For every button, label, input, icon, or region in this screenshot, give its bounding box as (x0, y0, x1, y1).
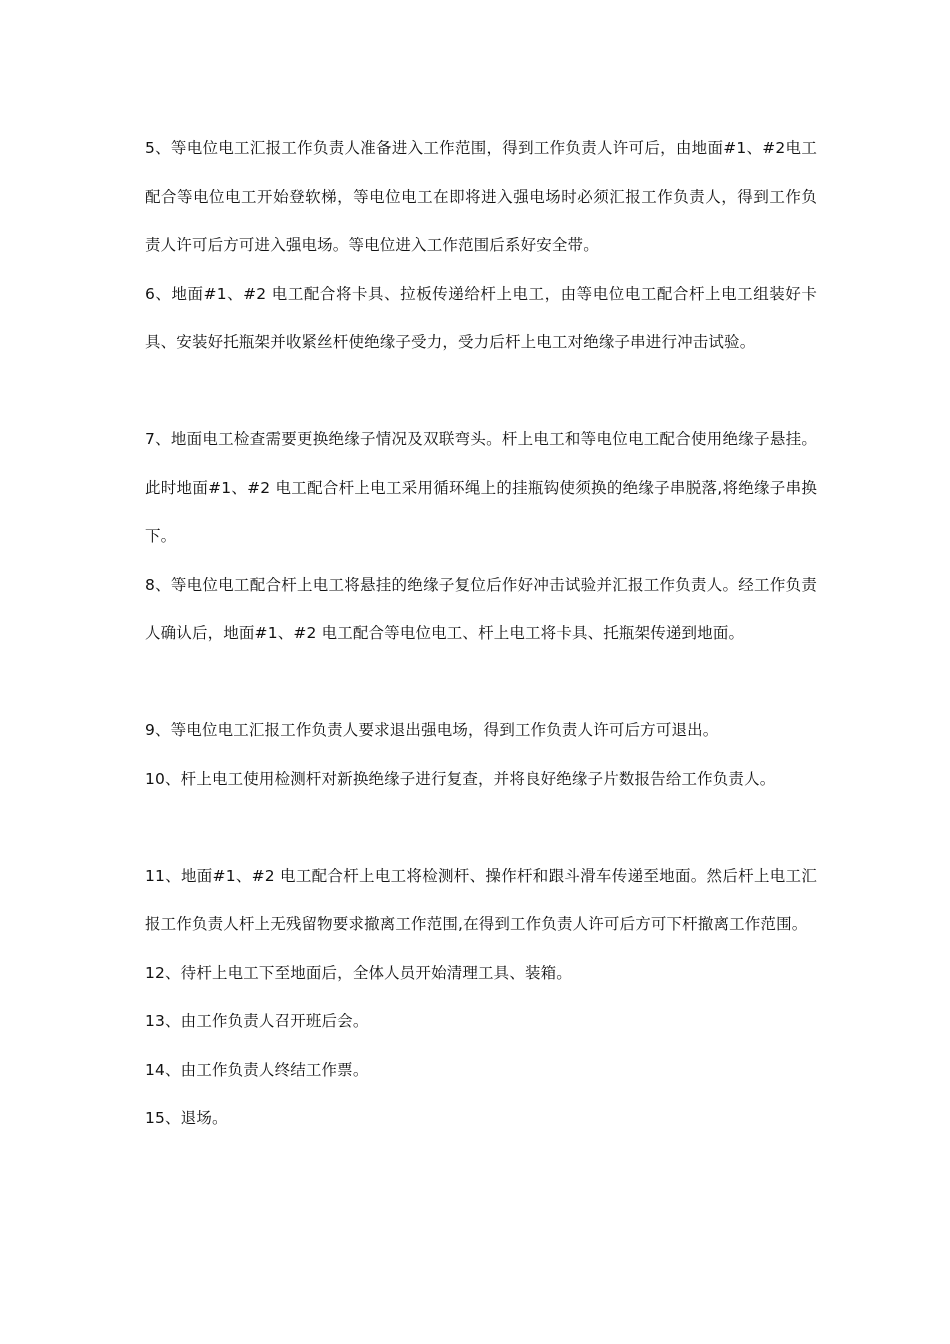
paragraph-step-7: 7、地面电工检查需要更换绝缘子情况及双联弯头。杆上电工和等电位电工配合使用绝缘子悬挂。此时地面#1、#2 电工配合杆上电工采用循环绳上的挂瓶钩使须换的绝缘子串脱落,将绝缘子串换下。 (145, 430, 817, 545)
paragraph-step-6: 6、地面#1、#2 电工配合将卡具、拉板传递给杆上电工，由等电位电工配合杆上电工组装好卡具、安装好托瓶架并收紧丝杆使绝缘子受力，受力后杆上电工对绝缘子串进行冲击试验。 (145, 284, 817, 351)
document-body (145, 124, 817, 1143)
paragraph-step-12: 12、待杆上电工下至地面后，全体人员开始清理工具、装箱。 (145, 963, 572, 982)
paragraph-step-10: 10、杆上电工使用检测杆对新换绝缘子进行复查，并将良好绝缘子片数报告给工作负责人。 (145, 769, 776, 788)
paragraph-step-14: 14、由工作负责人终结工作票。 (145, 1060, 369, 1079)
paragraph-step-9: 9、等电位电工汇报工作负责人要求退出强电场，得到工作负责人许可后方可退出。 (145, 721, 719, 739)
paragraph-step-8: 8、等电位电工配合杆上电工将悬挂的绝缘子复位后作好冲击试验并汇报工作负责人。经工作负责人确认后，地面#1、#2 电工配合等电位电工、杆上电工将卡具、托瓶架传递到地面。 (145, 575, 817, 642)
paragraph-step-15: 15、退场。 (145, 1109, 228, 1127)
paragraph-step-13: 13、由工作负责人召开班后会。 (145, 1012, 369, 1030)
paragraph-step-11: 11、地面#1、#2 电工配合杆上电工将检测杆、操作杆和跟斗滑车传递至地面。然后杆上电工汇报工作负责人杆上无残留物要求撤离工作范围,在得到工作负责人许可后方可下杆撤离工作范围。 (145, 866, 817, 933)
paragraph-step-5: 5、等电位电工汇报工作负责人准备进入工作范围，得到工作负责人许可后，由地面#1、#2电工配合等电位电工开始登软梯，等电位电工在即将进入强电场时必须汇报工作负责人，得到工作负责人许可后方可进入强电场。等电位进入工作范围后系好安全带。 (145, 139, 817, 254)
